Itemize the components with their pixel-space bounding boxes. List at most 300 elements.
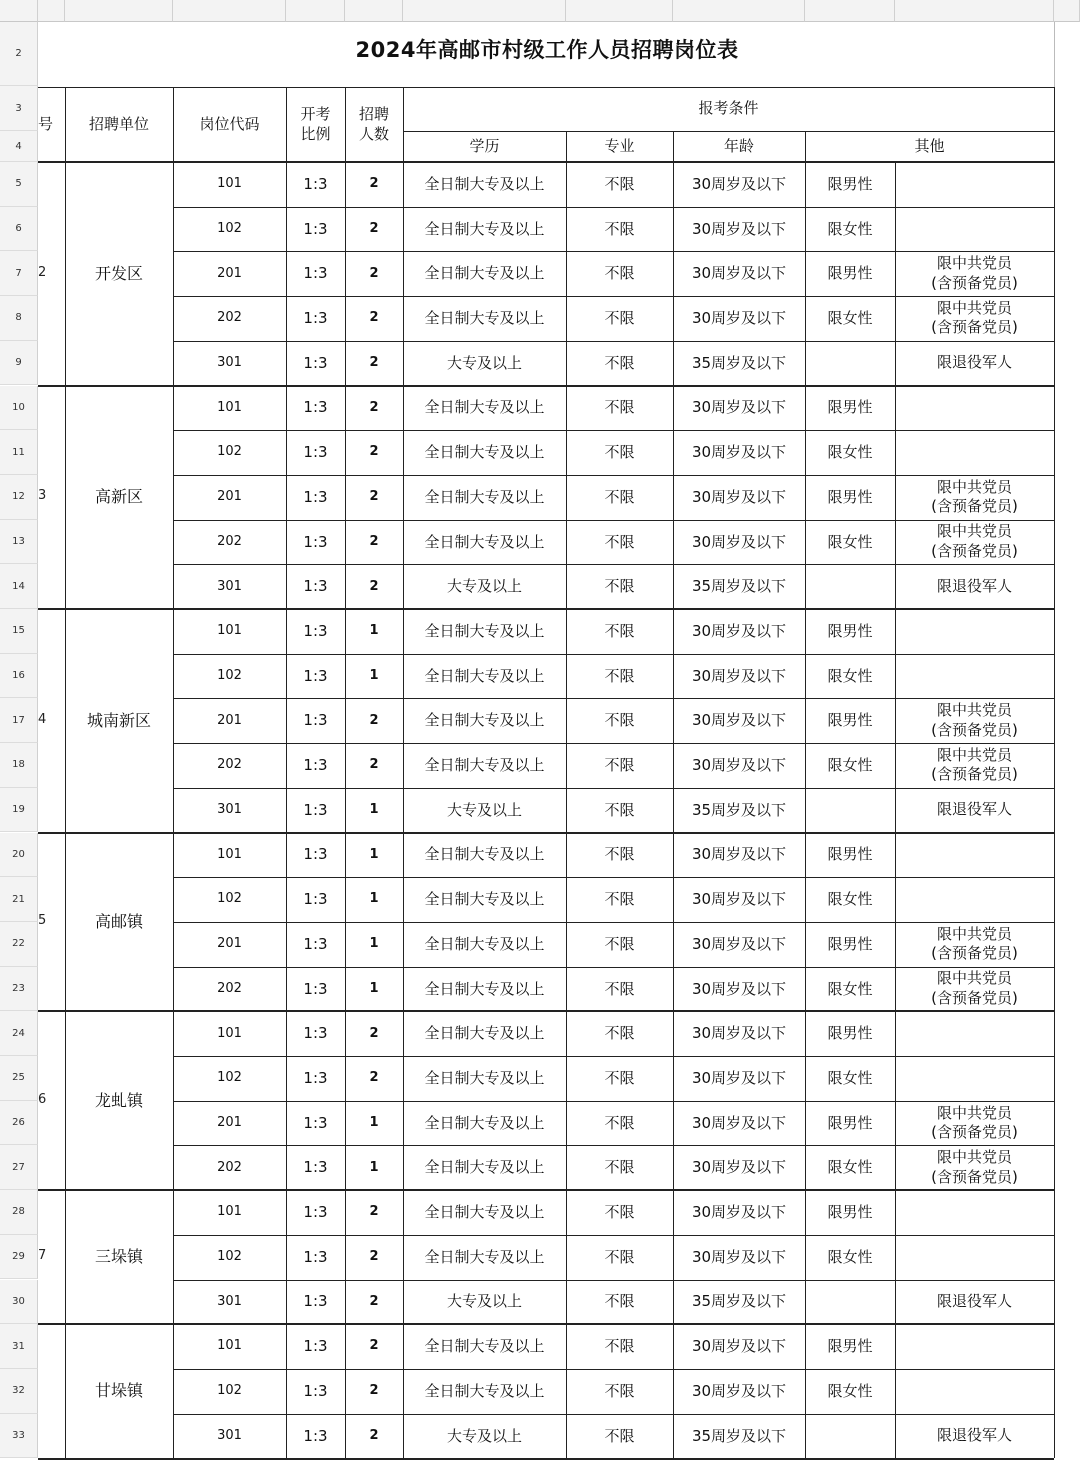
cell-major[interactable]: 不限	[604, 353, 635, 372]
cell-ratio[interactable]: 1:3	[303, 174, 328, 193]
cell-major[interactable]: 不限	[604, 174, 635, 193]
cell-age[interactable]: 30周岁及以下	[691, 1158, 787, 1177]
cell-code[interactable]: 301	[217, 1427, 242, 1443]
row-number[interactable]: 14	[0, 564, 38, 609]
row-number[interactable]: 16	[0, 654, 38, 699]
cell-gender[interactable]: 限男性	[827, 174, 873, 193]
cell-major[interactable]: 不限	[604, 309, 635, 328]
cell-count[interactable]: 1	[369, 846, 379, 862]
cell-major[interactable]: 不限	[604, 621, 635, 640]
column-header[interactable]	[673, 0, 805, 22]
cell-ratio[interactable]: 1:3	[303, 890, 328, 909]
cell-count[interactable]: 2	[369, 757, 379, 773]
cell-age[interactable]: 35周岁及以下	[691, 353, 787, 372]
cell-other[interactable]: 限退役军人	[936, 576, 1012, 595]
cell-ratio[interactable]: 1:3	[303, 756, 328, 775]
cell-count[interactable]: 1	[369, 891, 379, 907]
cell-ratio[interactable]: 1:3	[303, 353, 328, 372]
cell-code[interactable]: 301	[217, 355, 242, 371]
row-number[interactable]: 22	[0, 922, 38, 967]
cell-count[interactable]: 2	[369, 1383, 379, 1399]
cell-gender[interactable]	[805, 1280, 895, 1325]
cell-major[interactable]: 不限	[604, 890, 635, 909]
cell-other[interactable]	[895, 1324, 1054, 1369]
cell-gender[interactable]: 限男性	[827, 845, 873, 864]
cell-major[interactable]: 不限	[604, 264, 635, 283]
cell-code[interactable]: 102	[217, 667, 242, 683]
cell-other[interactable]: 限中共党员 (含预备党员)	[931, 477, 1018, 516]
cell-education[interactable]: 全日制大专及以上	[424, 666, 545, 685]
cell-major[interactable]: 不限	[604, 979, 635, 998]
cell-education[interactable]: 全日制大专及以上	[424, 398, 545, 417]
cell-age[interactable]: 30周岁及以下	[691, 487, 787, 506]
cell-education[interactable]: 全日制大专及以上	[424, 1381, 545, 1400]
cell-count[interactable]: 1	[369, 802, 379, 818]
cell-education[interactable]: 大专及以上	[446, 800, 522, 819]
cell-major[interactable]: 不限	[604, 219, 635, 238]
cell-code[interactable]: 201	[217, 265, 242, 281]
cell-age[interactable]: 30周岁及以下	[691, 711, 787, 730]
cell-gender[interactable]: 限女性	[827, 532, 873, 551]
cell-gender[interactable]: 限女性	[827, 979, 873, 998]
row-number[interactable]: 11	[0, 430, 38, 475]
cell-gender[interactable]	[805, 788, 895, 833]
cell-major[interactable]: 不限	[604, 1292, 635, 1311]
cell-count[interactable]: 2	[369, 578, 379, 594]
cell-count[interactable]: 1	[369, 667, 379, 683]
cell-gender[interactable]: 限男性	[827, 487, 873, 506]
cell-code[interactable]: 201	[217, 936, 242, 952]
cell-education[interactable]: 全日制大专及以上	[424, 264, 545, 283]
cell-age[interactable]: 30周岁及以下	[691, 1068, 787, 1087]
cell-ratio[interactable]: 1:3	[303, 219, 328, 238]
cell-ratio[interactable]: 1:3	[303, 800, 328, 819]
cell-code[interactable]: 102	[217, 220, 242, 236]
cell-other[interactable]	[895, 1190, 1054, 1235]
cell-education[interactable]: 全日制大专及以上	[424, 309, 545, 328]
cell-ratio[interactable]: 1:3	[303, 1068, 328, 1087]
cell-count[interactable]: 2	[369, 533, 379, 549]
row-number[interactable]: 28	[0, 1190, 38, 1235]
cell-count[interactable]: 2	[369, 310, 379, 326]
cell-gender[interactable]: 限男性	[827, 1203, 873, 1222]
cell-code[interactable]: 202	[217, 310, 242, 326]
cell-age[interactable]: 30周岁及以下	[691, 934, 787, 953]
cell-other[interactable]	[895, 430, 1054, 475]
cell-code[interactable]: 201	[217, 712, 242, 728]
cell-gender[interactable]: 限女性	[827, 890, 873, 909]
cell-age[interactable]: 30周岁及以下	[691, 845, 787, 864]
cell-age[interactable]: 30周岁及以下	[691, 621, 787, 640]
cell-count[interactable]: 1	[369, 980, 379, 996]
cell-unit[interactable]: 开发区	[94, 263, 143, 283]
row-number[interactable]: 13	[0, 520, 38, 565]
cell-age[interactable]: 30周岁及以下	[691, 532, 787, 551]
cell-other[interactable]	[895, 1369, 1054, 1414]
cell-code[interactable]: 202	[217, 980, 242, 996]
cell-unit[interactable]: 高邮镇	[94, 911, 143, 931]
cell-code[interactable]: 101	[217, 176, 242, 192]
cell-other[interactable]	[895, 1235, 1054, 1280]
header-mid-border	[403, 131, 1054, 132]
cell-count[interactable]: 2	[369, 1025, 379, 1041]
cell-age[interactable]: 30周岁及以下	[691, 890, 787, 909]
row-number[interactable]: 24	[0, 1011, 38, 1056]
row-number[interactable]: 17	[0, 698, 38, 743]
cell-education[interactable]: 大专及以上	[446, 353, 522, 372]
column-header[interactable]	[1054, 0, 1080, 22]
cell-ratio[interactable]: 1:3	[303, 1113, 328, 1132]
header-top-border	[38, 87, 1054, 88]
cell-other[interactable]: 限中共党员 (含预备党员)	[931, 924, 1018, 963]
column-header[interactable]	[38, 0, 65, 22]
cell-gender[interactable]: 限女性	[827, 443, 873, 462]
cell-major[interactable]: 不限	[604, 1203, 635, 1222]
row-number[interactable]: 21	[0, 877, 38, 922]
row-number[interactable]: 19	[0, 788, 38, 833]
row-number[interactable]: 8	[0, 296, 38, 341]
cell-code[interactable]: 202	[217, 533, 242, 549]
cell-age[interactable]: 30周岁及以下	[691, 264, 787, 283]
header-other: 其他	[914, 136, 945, 155]
cell-code[interactable]: 102	[217, 444, 242, 460]
cell-code[interactable]: 102	[217, 1070, 242, 1086]
cell-education[interactable]: 全日制大专及以上	[424, 174, 545, 193]
cell-education[interactable]: 全日制大专及以上	[424, 443, 545, 462]
cell-gender[interactable]: 限女性	[827, 666, 873, 685]
cell-major[interactable]: 不限	[604, 711, 635, 730]
body-col-border	[173, 162, 174, 1458]
page-title: 2024年高邮市村级工作人员招聘岗位表	[355, 38, 739, 62]
cell-code[interactable]: 102	[217, 1249, 242, 1265]
cell-education[interactable]: 全日制大专及以上	[424, 756, 545, 775]
cell-gender[interactable]: 限男性	[827, 1337, 873, 1356]
cell-education[interactable]: 全日制大专及以上	[424, 1158, 545, 1177]
cell-age[interactable]: 30周岁及以下	[691, 1203, 787, 1222]
cell-major[interactable]: 不限	[604, 934, 635, 953]
cell-gender[interactable]: 限女性	[827, 219, 873, 238]
cell-age[interactable]: 30周岁及以下	[691, 756, 787, 775]
cell-count[interactable]: 2	[369, 176, 379, 192]
cell-major[interactable]: 不限	[604, 1381, 635, 1400]
cell-education[interactable]: 大专及以上	[446, 1426, 522, 1445]
cell-age[interactable]: 30周岁及以下	[691, 1024, 787, 1043]
cell-ratio[interactable]: 1:3	[303, 979, 328, 998]
cell-other[interactable]	[895, 1056, 1054, 1101]
row-number[interactable]: 4	[0, 131, 38, 162]
row-number[interactable]: 9	[0, 341, 38, 386]
column-header[interactable]	[895, 0, 1054, 22]
cell-count[interactable]: 2	[369, 355, 379, 371]
cell-age[interactable]: 30周岁及以下	[691, 398, 787, 417]
cell-count[interactable]: 1	[369, 1114, 379, 1130]
cell-gender[interactable]	[805, 341, 895, 386]
row-number[interactable]: 32	[0, 1369, 38, 1414]
cell-age[interactable]: 35周岁及以下	[691, 1292, 787, 1311]
cell-ratio[interactable]: 1:3	[303, 1024, 328, 1043]
cell-ratio[interactable]: 1:3	[303, 577, 328, 596]
cell-gender[interactable]: 限男性	[827, 934, 873, 953]
cell-major[interactable]: 不限	[604, 532, 635, 551]
cell-count[interactable]: 2	[369, 265, 379, 281]
cell-count[interactable]: 2	[369, 1249, 379, 1265]
cell-other[interactable]: 限中共党员 (含预备党员)	[931, 745, 1018, 784]
row-number[interactable]: 10	[0, 386, 38, 431]
header-subcol-border	[566, 131, 567, 162]
cell-age[interactable]: 35周岁及以下	[691, 800, 787, 819]
row-number[interactable]: 27	[0, 1145, 38, 1190]
row-number[interactable]: 15	[0, 609, 38, 654]
cell-gender[interactable]: 限女性	[827, 756, 873, 775]
cell-code[interactable]: 101	[217, 1204, 242, 1220]
cell-major[interactable]: 不限	[604, 666, 635, 685]
cell-count[interactable]: 2	[369, 1293, 379, 1309]
cell-gender[interactable]: 限男性	[827, 621, 873, 640]
cell-gender[interactable]: 限男性	[827, 1024, 873, 1043]
cell-ratio[interactable]: 1:3	[303, 1381, 328, 1400]
cell-count[interactable]: 2	[369, 399, 379, 415]
cell-education[interactable]: 大专及以上	[446, 1292, 522, 1311]
column-header[interactable]	[403, 0, 566, 22]
cell-major[interactable]: 不限	[604, 1068, 635, 1087]
cell-code[interactable]: 102	[217, 1383, 242, 1399]
cell-education[interactable]: 全日制大专及以上	[424, 219, 545, 238]
cell-other[interactable]: 限中共党员 (含预备党员)	[931, 254, 1018, 292]
header-col-border	[345, 87, 346, 162]
cell-other[interactable]: 限中共党员 (含预备党员)	[931, 701, 1018, 739]
cell-code[interactable]: 201	[217, 1114, 242, 1130]
cell-code[interactable]: 301	[217, 802, 242, 818]
cell-major[interactable]: 不限	[604, 756, 635, 775]
body-col-border	[673, 162, 674, 1458]
cell-other[interactable]: 限中共党员 (含预备党员)	[931, 969, 1018, 1007]
cell-ratio[interactable]: 1:3	[303, 1292, 328, 1311]
cell-major[interactable]: 不限	[604, 1426, 635, 1445]
cell-unit[interactable]: 龙虬镇	[94, 1090, 143, 1110]
row-number[interactable]: 33	[0, 1414, 38, 1459]
column-header[interactable]	[805, 0, 895, 22]
cell-gender[interactable]: 限女性	[827, 1068, 873, 1087]
cell-unit[interactable]: 三垛镇	[94, 1247, 143, 1267]
cell-count[interactable]: 2	[369, 1204, 379, 1220]
cell-age[interactable]: 30周岁及以下	[691, 219, 787, 238]
cell-major[interactable]: 不限	[604, 1337, 635, 1356]
cell-other[interactable]: 限中共党员 (含预备党员)	[931, 522, 1018, 560]
cell-other[interactable]	[895, 833, 1054, 878]
cell-education[interactable]: 全日制大专及以上	[424, 890, 545, 909]
row-number[interactable]: 7	[0, 251, 38, 296]
cell-major[interactable]: 不限	[604, 1247, 635, 1266]
cell-education[interactable]: 全日制大专及以上	[424, 1068, 545, 1087]
cell-other[interactable]	[895, 386, 1054, 431]
cell-code[interactable]: 101	[217, 1025, 242, 1041]
cell-education[interactable]: 全日制大专及以上	[424, 1024, 545, 1043]
cell-education[interactable]: 全日制大专及以上	[424, 979, 545, 998]
cell-ratio[interactable]: 1:3	[303, 845, 328, 864]
cell-major[interactable]: 不限	[604, 398, 635, 417]
cell-other[interactable]	[895, 877, 1054, 922]
column-header[interactable]	[286, 0, 345, 22]
cell-count[interactable]: 1	[369, 936, 379, 952]
cell-age[interactable]: 30周岁及以下	[691, 443, 787, 462]
column-header[interactable]	[0, 0, 38, 22]
cell-count[interactable]: 2	[369, 712, 379, 728]
row-number[interactable]: 5	[0, 162, 38, 207]
cell-gender[interactable]: 限男性	[827, 398, 873, 417]
column-header[interactable]	[65, 0, 173, 22]
header-seq-partial: 号	[38, 114, 54, 133]
cell-other[interactable]: 限中共党员 (含预备党员)	[931, 1148, 1018, 1186]
cell-count[interactable]: 1	[369, 1159, 379, 1175]
cell-ratio[interactable]: 1:3	[303, 934, 328, 953]
cell-gender[interactable]: 限男性	[827, 1113, 873, 1132]
cell-education[interactable]: 全日制大专及以上	[424, 1203, 545, 1222]
cell-gender[interactable]	[805, 564, 895, 609]
cell-other[interactable]: 限退役军人	[936, 353, 1012, 372]
cell-other[interactable]	[895, 162, 1054, 207]
cell-ratio[interactable]: 1:3	[303, 1203, 328, 1222]
header-subcol-border	[673, 131, 674, 162]
cell-education[interactable]: 全日制大专及以上	[424, 1247, 545, 1266]
cell-age[interactable]: 30周岁及以下	[691, 1113, 787, 1132]
cell-code[interactable]: 101	[217, 1338, 242, 1354]
cell-age[interactable]: 30周岁及以下	[691, 979, 787, 998]
cell-other[interactable]: 限中共党员 (含预备党员)	[931, 1103, 1018, 1142]
cell-code[interactable]: 101	[217, 399, 242, 415]
cell-age[interactable]: 35周岁及以下	[691, 1426, 787, 1445]
column-header[interactable]	[345, 0, 403, 22]
cell-unit[interactable]: 高新区	[94, 487, 143, 507]
cell-code[interactable]: 301	[217, 578, 242, 594]
row-number[interactable]: 31	[0, 1324, 38, 1369]
cell-ratio[interactable]: 1:3	[303, 398, 328, 417]
row-number[interactable]: 30	[0, 1280, 38, 1325]
cell-gender[interactable]: 限男性	[827, 264, 873, 283]
cell-education[interactable]: 全日制大专及以上	[424, 1337, 545, 1356]
cell-count[interactable]: 2	[369, 444, 379, 460]
cell-age[interactable]: 30周岁及以下	[691, 174, 787, 193]
cell-ratio[interactable]: 1:3	[303, 1337, 328, 1356]
cell-code[interactable]: 301	[217, 1293, 242, 1309]
cell-education[interactable]: 全日制大专及以上	[424, 711, 545, 730]
cell-ratio[interactable]: 1:3	[303, 1247, 328, 1266]
cell-age[interactable]: 30周岁及以下	[691, 309, 787, 328]
row-number[interactable]: 26	[0, 1101, 38, 1146]
cell-education[interactable]: 全日制大专及以上	[424, 1113, 545, 1132]
cell-ratio[interactable]: 1:3	[303, 1158, 328, 1177]
cell-other[interactable]: 限退役军人	[936, 800, 1012, 819]
cell-ratio[interactable]: 1:3	[303, 443, 328, 462]
cell-major[interactable]: 不限	[604, 487, 635, 506]
cell-age[interactable]: 30周岁及以下	[691, 1247, 787, 1266]
cell-ratio[interactable]: 1:3	[303, 264, 328, 283]
cell-count[interactable]: 2	[369, 1427, 379, 1443]
cell-other[interactable]: 限退役军人	[936, 1426, 1012, 1445]
header-conditions: 报考条件	[698, 99, 759, 118]
cell-major[interactable]: 不限	[604, 845, 635, 864]
cell-major[interactable]: 不限	[604, 577, 635, 596]
cell-ratio[interactable]: 1:3	[303, 532, 328, 551]
cell-unit[interactable]: 城南新区	[86, 710, 151, 730]
row-number[interactable]: 25	[0, 1056, 38, 1101]
cell-ratio[interactable]: 1:3	[303, 621, 328, 640]
cell-education[interactable]: 全日制大专及以上	[424, 487, 545, 506]
cell-ratio[interactable]: 1:3	[303, 487, 328, 506]
row-number[interactable]: 3	[0, 86, 38, 131]
cell-gender[interactable]: 限女性	[827, 309, 873, 328]
cell-other[interactable]	[895, 207, 1054, 252]
cell-education[interactable]: 全日制大专及以上	[424, 532, 545, 551]
cell-ratio[interactable]: 1:3	[303, 711, 328, 730]
cell-other[interactable]	[895, 1011, 1054, 1056]
row-number[interactable]: 12	[0, 475, 38, 520]
cell-code[interactable]: 102	[217, 891, 242, 907]
row-number[interactable]: 6	[0, 207, 38, 252]
cell-code[interactable]: 101	[217, 846, 242, 862]
cell-ratio[interactable]: 1:3	[303, 666, 328, 685]
cell-education[interactable]: 大专及以上	[446, 577, 522, 596]
cell-major[interactable]: 不限	[604, 1113, 635, 1132]
column-header[interactable]	[566, 0, 673, 22]
row-number[interactable]: 2	[0, 22, 38, 86]
cell-education[interactable]: 全日制大专及以上	[424, 621, 545, 640]
row-number[interactable]: 29	[0, 1235, 38, 1280]
row-number[interactable]: 20	[0, 833, 38, 878]
cell-age[interactable]: 30周岁及以下	[691, 666, 787, 685]
cell-gender[interactable]: 限男性	[827, 711, 873, 730]
row-number[interactable]: 23	[0, 967, 38, 1012]
cell-code[interactable]: 201	[217, 489, 242, 505]
row-number[interactable]: 18	[0, 743, 38, 788]
cell-count[interactable]: 2	[369, 1070, 379, 1086]
cell-code[interactable]: 101	[217, 623, 242, 639]
cell-major[interactable]: 不限	[604, 800, 635, 819]
cell-count[interactable]: 2	[369, 489, 379, 505]
sequence-edge-char: 6	[38, 1091, 47, 1107]
cell-gender[interactable]	[805, 1414, 895, 1459]
cell-gender[interactable]: 限女性	[827, 1158, 873, 1177]
cell-age[interactable]: 35周岁及以下	[691, 577, 787, 596]
cell-major[interactable]: 不限	[604, 443, 635, 462]
cell-other[interactable]: 限退役军人	[936, 1292, 1012, 1311]
sequence-edge-char: 2	[38, 264, 47, 280]
cell-other[interactable]	[895, 654, 1054, 699]
cell-count[interactable]: 1	[369, 623, 379, 639]
cell-count[interactable]: 2	[369, 220, 379, 236]
cell-gender[interactable]: 限女性	[827, 1381, 873, 1400]
cell-major[interactable]: 不限	[604, 1158, 635, 1177]
cell-other[interactable]: 限中共党员 (含预备党员)	[931, 298, 1018, 337]
cell-education[interactable]: 全日制大专及以上	[424, 934, 545, 953]
title-border-right	[1054, 22, 1055, 87]
cell-education[interactable]: 全日制大专及以上	[424, 845, 545, 864]
cell-gender[interactable]: 限女性	[827, 1247, 873, 1266]
column-header[interactable]	[173, 0, 286, 22]
cell-age[interactable]: 30周岁及以下	[691, 1381, 787, 1400]
cell-major[interactable]: 不限	[604, 1024, 635, 1043]
table-bottom-border	[38, 1458, 1054, 1460]
cell-ratio[interactable]: 1:3	[303, 1426, 328, 1445]
cell-other[interactable]	[895, 609, 1054, 654]
header-ratio: 开考 比例	[300, 105, 331, 143]
cell-unit[interactable]: 甘垛镇	[94, 1381, 143, 1401]
body-col-border	[1054, 162, 1055, 1458]
cell-code[interactable]: 202	[217, 1159, 242, 1175]
cell-ratio[interactable]: 1:3	[303, 309, 328, 328]
cell-age[interactable]: 30周岁及以下	[691, 1337, 787, 1356]
cell-code[interactable]: 202	[217, 757, 242, 773]
cell-count[interactable]: 2	[369, 1338, 379, 1354]
